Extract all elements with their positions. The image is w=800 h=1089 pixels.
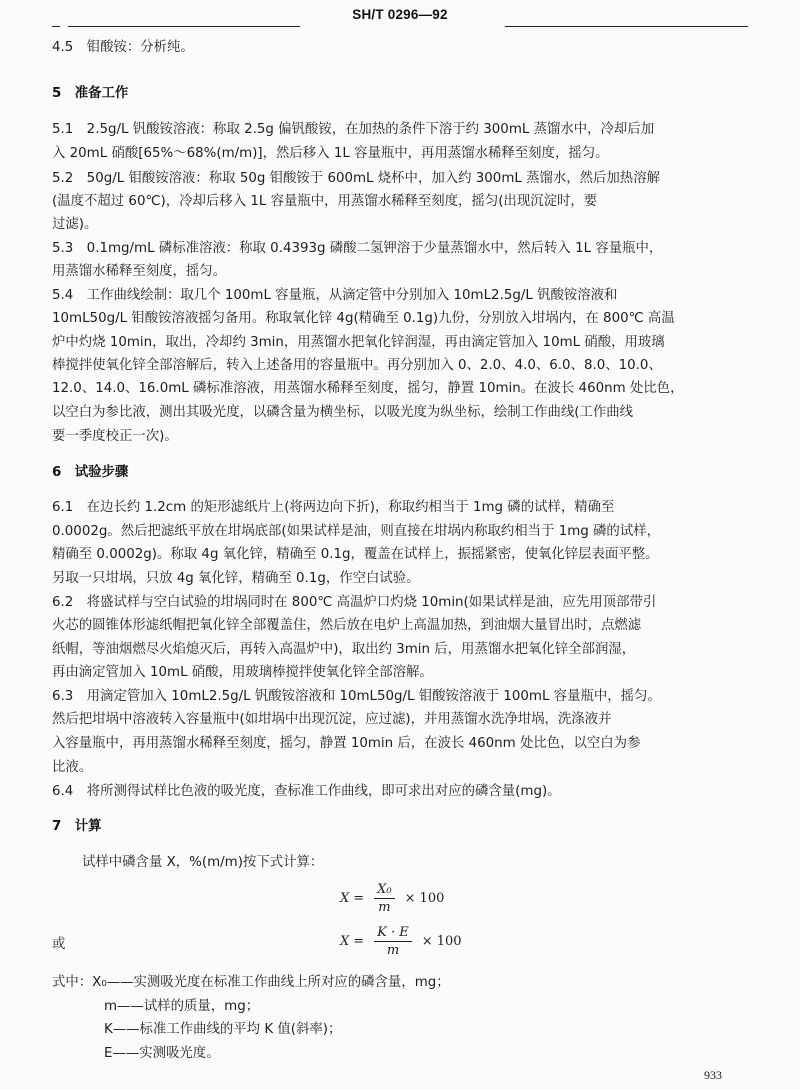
formula-2-lhs: X — [340, 934, 350, 949]
formula-2-fraction — [374, 925, 412, 958]
clause-5-1-line-1: 5.1 2.5g/L 钒酸铵溶液：称取 2.5g 偏钒酸铵，在加热的条件下溶于约 300mL 蒸馏水中，冷却后加 — [52, 122, 655, 137]
formula-1-factor: 100 — [419, 891, 445, 906]
clause-5-4-line-6: 以空白为参比液，测出其吸光度，以磷含量为横坐标，以吸光度为纵坐标，绘制工作曲线(工作曲线 — [52, 405, 634, 420]
formula-1-times: × — [404, 891, 416, 906]
header-rule-left-short — [52, 26, 60, 27]
clause-6-1-line-3: 精确至 0.0002g)。称取 4g 氧化锌，精确至 0.1g，覆盖在试样上，振摇紧密，使氧化锌层表面平整。 — [52, 547, 659, 562]
formula-2-times: × — [421, 934, 433, 949]
formula-2 — [340, 925, 462, 958]
formula-2-denominator: m — [386, 943, 400, 958]
where-k: K——标准工作曲线的平均 K 值(斜率)； — [104, 1022, 342, 1037]
clause-6-3-line-3: 入容量瓶中，再用蒸馏水稀释至刻度，摇匀，静置 10min 后，在波长 460nm 处比色，以空白为参 — [52, 736, 641, 751]
clause-5-4-line-1: 5.4 工作曲线绘制：取几个 100mL 容量瓶，从滴定管中分别加入 10mL2.5g/L 钒酸铵溶液和 — [52, 288, 618, 303]
section-6-heading: 6 试验步骤 — [52, 465, 129, 480]
clause-5-3-line-2: 用蒸馏水稀释至刻度，摇匀。 — [52, 264, 227, 279]
formula-2-equals: = — [353, 934, 365, 949]
clause-6-3-line-1: 6.3 用滴定管加入 10mL2.5g/L 钒酸铵溶液和 10mL50g/L 钼酸铵溶液于 100mL 容量瓶中，摇匀。 — [52, 689, 661, 704]
clause-5-4-line-4: 棒搅拌使氧化锌全部溶解后，转入上述备用的容量瓶中。再分别加入 0、2.0、4.0、6.0、8.0、10.0、 — [52, 358, 662, 373]
clause-6-1-line-1: 6.1 在边长约 1.2cm 的矩形滤纸片上(将两边向下折)，称取约相当于 1mg 磷的试样，精确至 — [52, 500, 615, 515]
clause-5-4-line-5: 12.0、14.0、16.0mL 磷标准溶液，用蒸馏水稀释至刻度，摇匀，静置 10min。在波长 460nm 处比色， — [52, 381, 684, 396]
clause-5-4-line-2: 10mL50g/L 钼酸铵溶液摇匀备用。称取氧化锌 4g(精确至 0.1g)九份，分别放入坩埚内，在 800℃ 高温 — [52, 311, 675, 326]
clause-6-3-line-4: 比液。 — [52, 760, 93, 775]
formula-1-equals: = — [353, 891, 365, 906]
calc-intro: 试样中磷含量 X，%(m/m)按下式计算： — [82, 855, 324, 870]
where-m: m——试样的质量，mg； — [104, 999, 260, 1014]
or-label: 或 — [52, 937, 66, 952]
formula-1-lhs: X — [340, 891, 350, 906]
formula-1-numerator: X₀ — [374, 882, 394, 899]
clause-5-4-line-3: 炉中灼烧 10min，取出，冷却约 3min，用蒸馏水把氧化锌润湿，再由滴定管加入 10mL 硝酸，用玻璃 — [52, 335, 665, 350]
clause-5-4-line-7: 要一季度校正一次)。 — [52, 429, 178, 444]
formula-2-numerator: K · E — [374, 925, 412, 942]
header-rule-left — [68, 26, 300, 27]
section-7-heading: 7 计算 — [52, 819, 102, 834]
clause-6-2-line-4: 再由滴定管加入 10mL 硝酸，用玻璃棒搅拌使氧化锌全部溶解。 — [52, 665, 433, 680]
formula-2-factor: 100 — [436, 934, 462, 949]
clause-6-2-line-1: 6.2 将盛试样与空白试验的坩埚同时在 800℃ 高温炉口灼烧 10min(如果试样是油，应先用顶部带引 — [52, 595, 657, 610]
clause-6-2-line-3: 纸帽，等油烟燃尽火焰熄灭后，再转入高温炉中)，取出约 3min 后，用蒸馏水把氧化锌全部润湿， — [52, 642, 636, 657]
clause-6-1-line-2: 0.0002g。然后把滤纸平放在坩埚底部(如果试样是油，则直接在坩埚内称取约相当于 1mg 磷的试样， — [52, 524, 660, 539]
clause-5-2-line-3: 过滤)。 — [52, 217, 98, 232]
where-e: E——实测吸光度。 — [104, 1046, 220, 1061]
clause-5-1-line-2: 入 20mL 硝酸[65%～68%(m/m)]，然后移入 1L 容量瓶中，再用蒸馏水稀释至刻度，摇匀。 — [52, 146, 609, 161]
formula-1 — [340, 882, 444, 915]
clause-5-3-line-1: 5.3 0.1mg/mL 磷标准溶液：称取 0.4393g 磷酸二氢钾溶于少量蒸馏水中，然后转入 1L 容量瓶中， — [52, 241, 663, 256]
clause-6-1-line-4: 另取一只坩埚，只放 4g 氧化锌，精确至 0.1g，作空白试验。 — [52, 571, 420, 586]
section-5-heading: 5 准备工作 — [52, 86, 129, 101]
formula-1-fraction — [374, 882, 394, 915]
clause-6-3-line-2: 然后把坩埚中溶液转入容量瓶中(如坩埚中出现沉淀，应过滤)，并用蒸馏水洗净坩埚，洗涤液并 — [52, 712, 612, 727]
header-rule-right — [505, 26, 748, 27]
standard-number: SH/T 0296—92 — [352, 7, 448, 22]
clause-5-2-line-2: (温度不超过 60℃)，冷却后移入 1L 容量瓶中，用蒸馏水稀释至刻度，摇匀(出现沉淀时，要 — [52, 194, 598, 209]
clause-6-4: 6.4 将所测得试样比色液的吸光度，查标准工作曲线，即可求出对应的磷含量(mg)。 — [52, 784, 561, 799]
where-x0: 式中：X₀——实测吸光度在标准工作曲线上所对应的磷含量，mg； — [52, 975, 450, 990]
clause-6-2-line-2: 火芯的圆锥体形滤纸帽把氧化锌全部覆盖住，然后放在电炉上高温加热，到油烟大量冒出时，点燃滤 — [52, 618, 642, 633]
page-number: 933 — [704, 1068, 722, 1082]
formula-1-denominator: m — [378, 900, 391, 915]
clause-5-2-line-1: 5.2 50g/L 钼酸铵溶液：称取 50g 钼酸铵于 600mL 烧杯中，加入约 300mL 蒸馏水，然后加热溶解 — [52, 171, 660, 186]
clause-4-5: 4.5 钼酸铵：分析纯。 — [52, 40, 194, 55]
